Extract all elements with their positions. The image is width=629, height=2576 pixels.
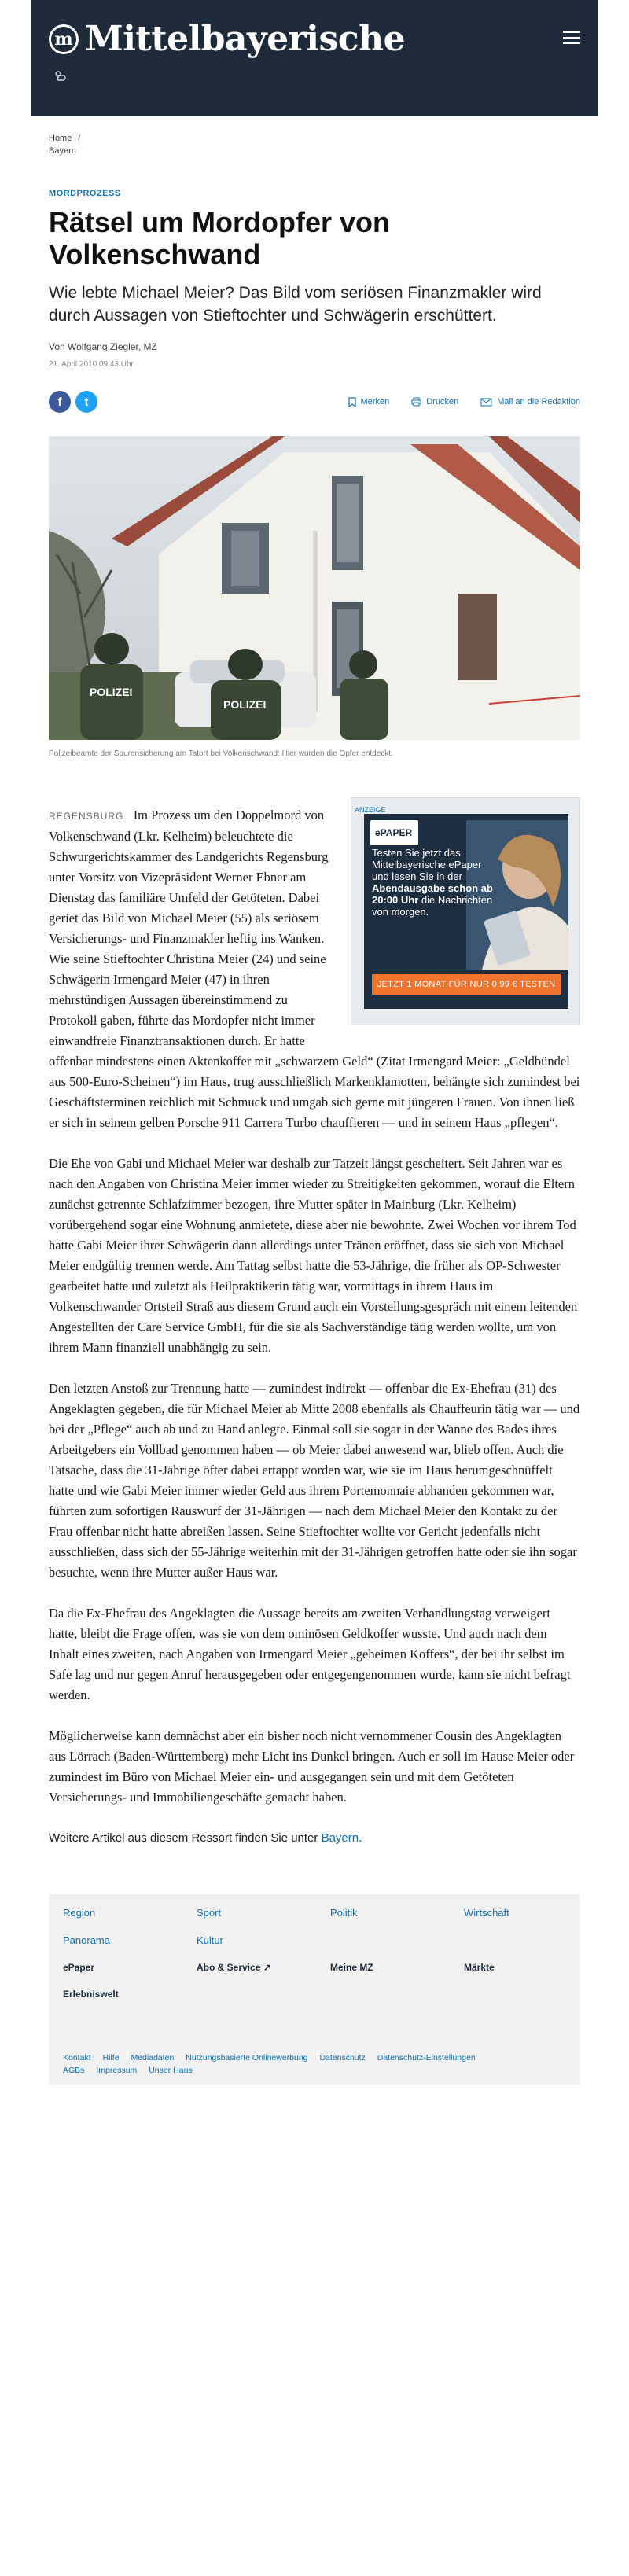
- print-button[interactable]: [411, 397, 458, 407]
- police-label-1: POLIZEI: [90, 686, 133, 698]
- logo-mark: m: [49, 24, 79, 54]
- footer-nav-region[interactable]: Region: [63, 1907, 96, 1919]
- footer-meine-mz[interactable]: Meine MZ: [330, 1962, 373, 1973]
- epaper-brand: ePAPER: [370, 820, 418, 845]
- page: [31, 0, 598, 2124]
- masthead: [31, 0, 598, 116]
- bookmark-label: Merken: [360, 397, 390, 407]
- breadcrumb-separator: /: [78, 134, 81, 143]
- print-icon: [411, 397, 421, 407]
- footer-link-mediadaten[interactable]: Mediadaten: [131, 2053, 175, 2063]
- mail-editor-button[interactable]: [480, 397, 580, 407]
- hamburger-menu-icon[interactable]: [563, 31, 580, 44]
- article-kicker: MORDPROZESS: [49, 189, 121, 198]
- epaper-ad[interactable]: [364, 814, 568, 1009]
- mail-label: Mail an die Redaktion: [497, 397, 580, 407]
- footer-erlebniswelt[interactable]: Erlebniswelt: [63, 1989, 119, 2000]
- paragraph-5: Möglicherweise kann demnächst aber ein bisher noch nicht vernommener Cousin des Angeklagten aus Lörrach (Baden-Württemberg) mehr Licht ins Dunkel bringen. Auch er soll im Hause Meier oder zumindest im Büro von Michael Meier ein- und ausgegangen sein und mit dem Getöteten Versicherungs- und Immobiliengeschäfte gemacht haben.: [49, 1728, 575, 1805]
- article-header: [31, 182, 598, 369]
- footer-abo-service[interactable]: Abo & Service ↗: [197, 1962, 271, 1973]
- article-body: [31, 805, 598, 1849]
- footer-nav-sport[interactable]: Sport: [197, 1907, 222, 1919]
- article-photo: [31, 436, 598, 758]
- footer-link-hilfe[interactable]: Hilfe: [102, 2053, 120, 2063]
- facebook-share-icon[interactable]: f: [49, 391, 71, 413]
- paragraph-4: Da die Ex-Ehefrau des Angeklagten die Aussage bereits am zweiten Verhandlungstag verweigert hatte, bleibt die Frage offen, was sie von dem ominösen Geldkoffer wusste. Und auch nach dem Inhalt eines zweiten, nach Angaben von Irmengard Meier „geheimen Koffers“, der bei ihr selbst im Safe lag und nur gegen Anruf herausgegeben oder entgegengenommen wurde, kann sie nicht befragt werden.: [49, 1606, 571, 1702]
- breadcrumb: [31, 116, 598, 182]
- footer-nav-panorama[interactable]: Panorama: [63, 1934, 110, 1946]
- footer-nav-politik[interactable]: Politik: [330, 1907, 358, 1919]
- weather-icon[interactable]: [53, 69, 68, 86]
- crime-scene-photo: [49, 436, 580, 740]
- footer-link-agbs[interactable]: AGBs: [63, 2066, 85, 2075]
- footer-nav-kultur[interactable]: Kultur: [197, 1934, 223, 1946]
- bookmark-icon: [348, 397, 356, 407]
- more-articles-link[interactable]: Bayern: [321, 1831, 359, 1845]
- print-label: Drucken: [426, 397, 459, 407]
- footer: [49, 1894, 580, 2085]
- footer-link-onlinewerbung[interactable]: Nutzungsbasierte Onlinewerbung: [186, 2053, 308, 2063]
- footer-link-datenschutz[interactable]: Datenschutz: [319, 2053, 366, 2063]
- paragraph-2: Die Ehe von Gabi und Michael Meier war deshalb zur Tatzeit längst gescheitert. Seit Jahren war es nach den Angaben von Christina Meier immer wieder zu Streitigkeiten gekommen, worauf die Eltern zunächst getrennte Schlafzimmer bezogen, ihre Mutter später in Mainburg (Lkr. Kelheim) vorübergehend sogar eine Wohnung anmietete, diese aber nie bewohnte. Zwei Wochen vor ihrem Tod hatte Gabi Meier ihrer Schwägerin dann allerdings unter Tränen eröffnet, dass sie sich von Michael Meier endgültig trennen werde. Am Tattag selbst hatte die 53-Jährige, die früher als OP-Schwester gearbeitet hatte und zuletzt als Heilpraktikerin tätig war, vormittags in ihrem Haus im Volkenschwander Ortsteil Straß aus diesem Grund auch ein Vorstellungsgespräch mit einem leitenden Angestellten der Care Service GmbH, für die sie als Sachverständige tätig werden wollte, um von ihrem Mann finanziell unabhängig zu sein.: [49, 1156, 578, 1355]
- paragraph-1: REGENSBURG. Im Prozess um den Doppelmord von Volkenschwand (Lkr. Kelheim) beleuchtete die Schwurgerichtskammer des Landgerichts Regensburg unter Vorsitz von Vizepräsident Werner Ebner am Dienstag das familiäre Umfeld der Getöteten. Dabei geriet das Bild von Michael Meier (55) als seriösem Versicherungs- und Finanzmakler heftig ins Wanken. Wie seine Stieftochter Christina Meier (24) und seine Schwägerin Irmengard Meier (47) in ihren mehrstündigen Aussagen übereinstimmend zu Protokoll gaben, führte das Mordopfer nicht immer einwandfreie Finanztransaktionen durch. Er hatte offenbar mindestens einen Aktenkoffer mit „schwarzem Geld“ (Zitat Irmengard Meier: „Geldbündel aus 500-Euro-Scheinen“) im Haus, trug ausschließlich Markenklamotten, behängte sich zumindest bei Geschäftsterminen reichlich mit Schmuck und umgab sich gerne mit jüngeren Frauen. Von ihnen ließ er sich in seinem gelben Porsche 911 Carrera Turbo chauffieren — und in seinem Haus „pflegen“.: [49, 808, 580, 1130]
- breadcrumb-section[interactable]: Bayern: [49, 146, 76, 156]
- twitter-share-icon[interactable]: t: [75, 391, 97, 413]
- breadcrumb-home[interactable]: Home: [49, 134, 72, 143]
- brand-name: Mittelbayerische: [85, 19, 406, 59]
- footer-link-kontakt[interactable]: Kontakt: [63, 2053, 91, 2063]
- footer-epaper[interactable]: ePaper: [63, 1962, 95, 1973]
- footer-link-datenschutz-einstellungen[interactable]: Datenschutz-Einstellungen: [377, 2053, 476, 2063]
- bookmark-button[interactable]: [348, 397, 390, 407]
- paragraph-3: Den letzten Anstoß zur Trennung hatte — zumindest indirekt — offenbar die Ex-Ehefrau (31) des Angeklagten gegeben, die für Michael Meier ab Mitte 2008 ebenfalls als Chauffeurin tätig war — und bei der „Pflege“ auch ab und zu Hand anlegte. Einmal soll sie sogar in der Wanne des Bades ihres Arbeitgebers ein Vollbad genommen haben — ob Meier dabei anwesend war, blieb offen. Auch die Tatsache, dass die 31-Jährige öfter dabei ertappt worden war, wie sie im Haus herumgeschnüffelt hatte und wie Gabi Meier immer wieder Geld aus ihrem Portemonnaie abhanden gekommen war, führten zum sofortigen Rauswurf der 31-Jährigen — nach dem Michael Meier den Kontakt zu der Frau offenbar nicht hatte abreißen lassen. Seine Stieftochter wollte vor Gericht jedenfalls nicht ausschließen, dass sich der 55-Jährige weiterhin mit der 31-Jährigen getroffen hatte oder sie ihn sogar besuchte, wenn ihre Mutter außer Haus war.: [49, 1381, 580, 1580]
- footer-links: [63, 2052, 566, 2077]
- ad-label: ANZEIGE: [355, 806, 386, 814]
- more-articles: Weitere Artikel aus diesem Ressort finden Sie unter Bayern.: [49, 1831, 362, 1845]
- mail-icon: [480, 398, 492, 407]
- footer-maerkte[interactable]: Märkte: [464, 1962, 495, 1973]
- photo-caption: Polizeibeamte der Spurensicherung am Tatort bei Volkenschwand: Hier wurden die Opfer entdeckt.: [49, 749, 393, 758]
- dateline: REGENSBURG.: [49, 811, 127, 822]
- article-title: Rätsel um Mordopfer von Volkenschwand: [49, 206, 391, 270]
- article-actions: [326, 397, 580, 407]
- footer-link-unser-haus[interactable]: Unser Haus: [149, 2066, 193, 2075]
- footer-nav: [63, 1907, 566, 2000]
- footer-link-impressum[interactable]: Impressum: [96, 2066, 138, 2075]
- share-bar: [31, 389, 598, 414]
- article-author: Von Wolfgang Ziegler, MZ: [49, 341, 157, 352]
- ad-text: Testen Sie jetzt das Mittelbayerische ePaper und lesen Sie in der Abendausgabe schon ab 20:00 Uhr die Nachrichten von morgen.: [372, 847, 493, 918]
- article-image[interactable]: [49, 436, 580, 740]
- article-date: 21. April 2010 09:43 Uhr: [49, 360, 134, 369]
- police-label-2: POLIZEI: [223, 698, 267, 711]
- article-lead: Wie lebte Michael Meier? Das Bild vom seriösen Finanzmakler wird durch Aussagen von Stieftochter und Schwägerin erschüttert.: [49, 284, 542, 325]
- advertisement[interactable]: [351, 797, 580, 1025]
- footer-nav-wirtschaft[interactable]: Wirtschaft: [464, 1907, 509, 1919]
- brand-logo-link[interactable]: [49, 19, 405, 59]
- ad-cta-button[interactable]: JETZT 1 MONAT FÜR NUR 0,99 € TESTEN: [372, 974, 561, 995]
